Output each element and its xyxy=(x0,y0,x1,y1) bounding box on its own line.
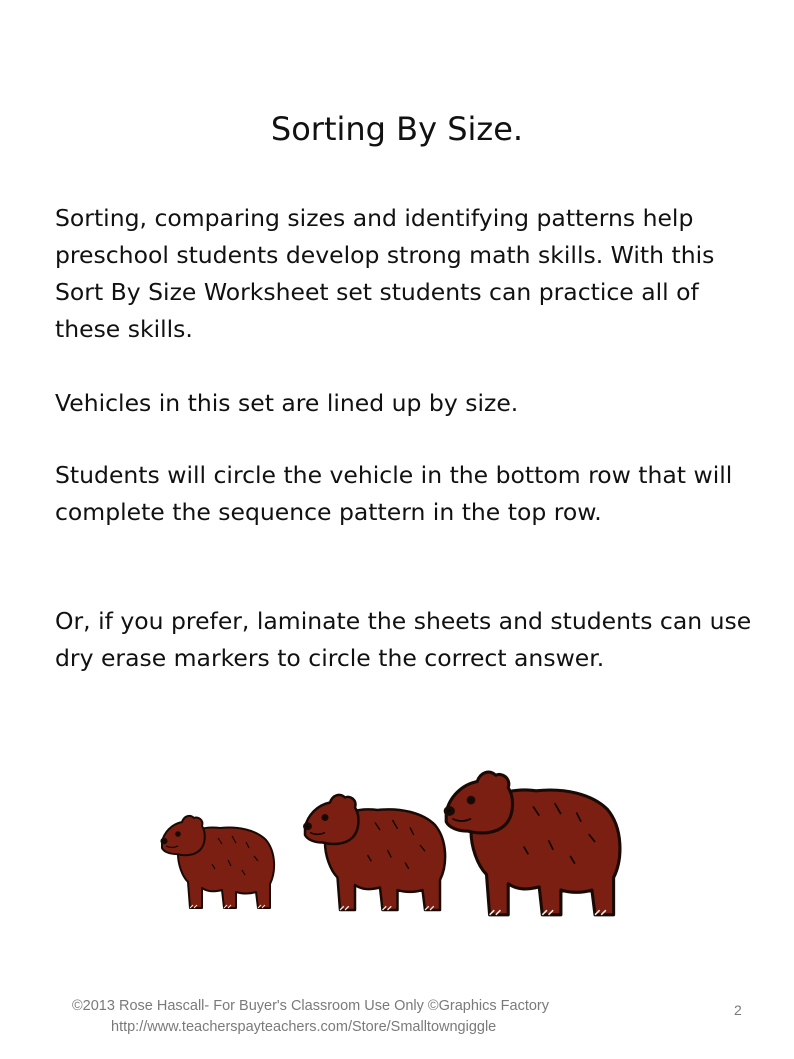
footer-copyright: ©2013 Rose Hascall- For Buyer's Classroom Use Only ©Graphics Factory xyxy=(72,998,550,1014)
vehicles-paragraph: Vehicles in this set are lined up by size. xyxy=(55,389,519,417)
page-title: Sorting By Size. xyxy=(270,110,524,148)
footer-url[interactable]: http://www.teacherspayteachers.com/Store/Smalltowngiggle xyxy=(111,1019,497,1035)
large-bear xyxy=(445,772,620,915)
medium-bear xyxy=(304,795,445,910)
bears-illustration xyxy=(150,760,630,920)
small-bear xyxy=(161,816,274,908)
intro-paragraph: Sorting, comparing sizes and identifying patterns help preschool students develop strong math skills. With this Sort By Size Worksheet set students can practice all of these skills. xyxy=(55,204,715,343)
laminate-paragraph: Or, if you prefer, laminate the sheets and students can use dry erase markers to circle the correct answer. xyxy=(55,607,752,672)
page-number: 2 xyxy=(734,1002,742,1018)
instructions-paragraph: Students will circle the vehicle in the bottom row that will complete the sequence pattern in the top row. xyxy=(55,461,733,526)
